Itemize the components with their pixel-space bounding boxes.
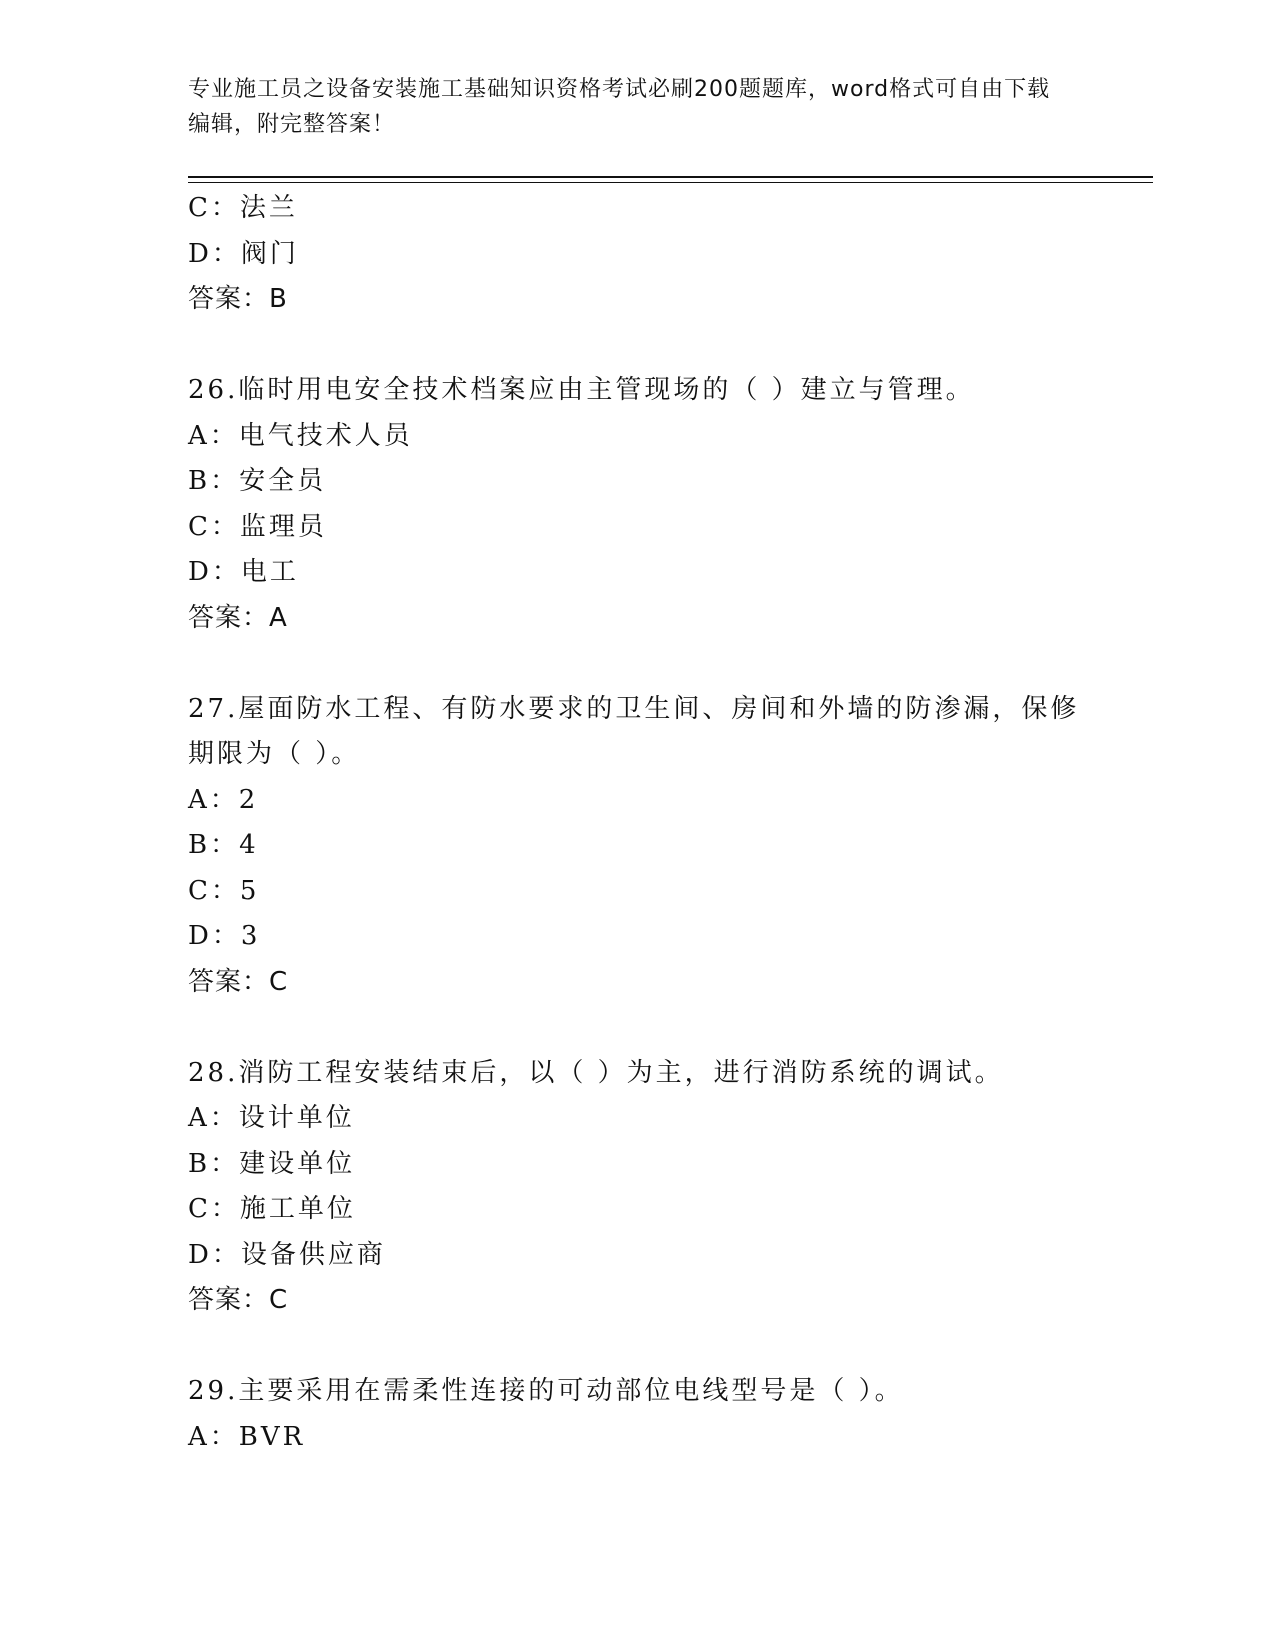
question-stem: 26.临时用电安全技术档案应由主管现场的（ ）建立与管理。 (188, 375, 975, 405)
option-d: D：阀门 (188, 238, 299, 269)
header-rule-thin (188, 182, 1153, 183)
option-a: A：设计单位 (188, 1103, 355, 1133)
question-stem: 27.屋面防水工程、有防水要求的卫生间、房间和外墙的防渗漏，保修期限为（ ）。 (188, 693, 1080, 769)
option-c: C：监理员 (188, 511, 327, 542)
option-b: B：建设单位 (188, 1148, 356, 1179)
option-d: D：电工 (188, 557, 299, 587)
option-c: C：施工单位 (188, 1194, 356, 1224)
option-d: D：设备供应商 (188, 1239, 386, 1270)
answer: 答案：A (188, 602, 288, 633)
option-d: D：3 (188, 921, 261, 951)
option-b: B：4 (188, 830, 259, 860)
option-a: A：BVR (188, 1421, 306, 1452)
option-a: A：电气技术人员 (188, 420, 413, 451)
option-b: B：安全员 (188, 466, 327, 496)
header-rule-thick (188, 176, 1153, 178)
answer: 答案：B (188, 284, 288, 314)
question-stem: 29.主要采用在需柔性连接的可动部位电线型号是（ ）。 (188, 1376, 904, 1406)
option-c: C：5 (188, 875, 260, 906)
answer: 答案：C (188, 966, 289, 997)
question-stem: 28.消防工程安装结束后，以（ ）为主，进行消防系统的调试。 (188, 1057, 1004, 1088)
option-a: A：2 (188, 784, 259, 815)
option-c: C：法兰 (188, 193, 298, 223)
document-header: 专业施工员之设备安装施工基础知识资格考试必刷200题题库，word格式可自由下载编辑，附完整答案！ (188, 77, 1051, 137)
question-list (188, 186, 1088, 1460)
answer: 答案：C (188, 1285, 289, 1315)
